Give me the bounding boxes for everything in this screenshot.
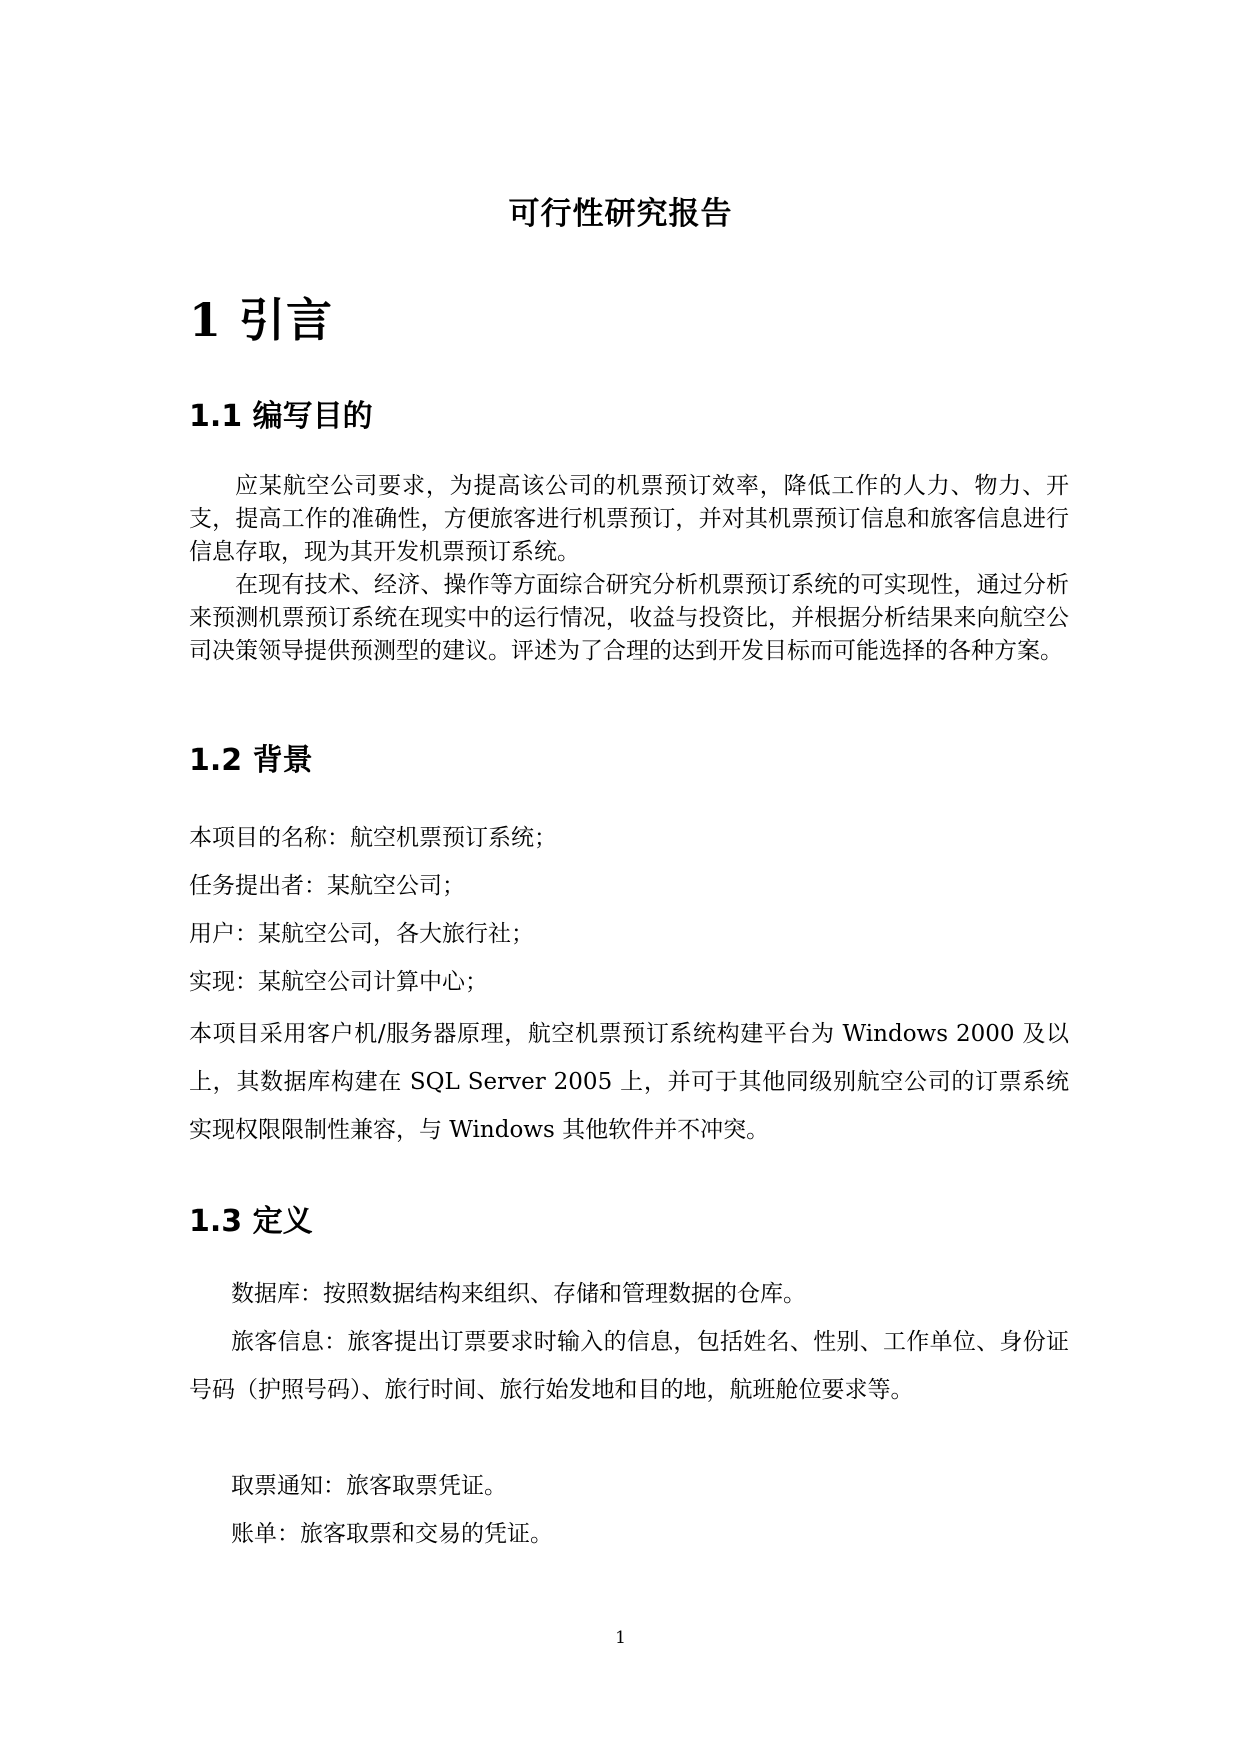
background-line-users: 用户：某航空公司，各大旅行社；: [189, 921, 534, 947]
section-heading-background: 1.2 背景: [189, 743, 313, 778]
definition-passenger-info: 旅客信息：旅客提出订票要求时输入的信息，包括姓名、性别、工作单位、身份证号码（护照号码）、旅行时间、旅行始发地和目的地，航班舱位要求等。: [189, 1329, 1069, 1403]
definition-database: 数据库：按照数据结构来组织、存储和管理数据的仓库。: [231, 1281, 806, 1307]
document-title: 可行性研究报告: [508, 196, 733, 232]
purpose-paragraph-2: 在现有技术、经济、操作等方面综合研究分析机票预订系统的可实现性，通过分析来预测机票预订系统在现实中的运行情况，收益与投资比，并根据分析结果来向航空公司决策领导提供预测型的建议。评述为了合理的达到开发目标而可能选择的各种方案。: [189, 572, 1069, 664]
background-paragraph-platform: 本项目采用客户机/服务器原理，航空机票预订系统构建平台为 Windows 2000 及以上，其数据库构建在 SQL Server 2005 上，并可于其他同级别航空公司的订票系统实现权限限制性兼容，与 Windows 其他软件并不冲突。: [189, 1021, 1069, 1143]
background-line-task-proposer: 任务提出者：某航空公司；: [189, 873, 465, 899]
background-line-implementer: 实现：某航空公司计算中心；: [189, 969, 488, 995]
chapter-heading: 1 引言: [189, 293, 334, 347]
section-heading-definitions: 1.3 定义: [189, 1204, 313, 1239]
definition-ticket-notice: 取票通知：旅客取票凭证。: [231, 1473, 507, 1499]
definition-bill: 账单：旅客取票和交易的凭证。: [231, 1521, 553, 1547]
section-heading-purpose: 1.1 编写目的: [189, 399, 373, 434]
page-number: 1: [615, 1628, 626, 1648]
background-line-project-name: 本项目的名称：航空机票预订系统；: [189, 825, 557, 851]
purpose-paragraph-1: 应某航空公司要求，为提高该公司的机票预订效率，降低工作的人力、物力、开支，提高工作的准确性，方便旅客进行机票预订，并对其机票预订信息和旅客信息进行信息存取，现为其开发机票预订系统。: [189, 473, 1069, 565]
